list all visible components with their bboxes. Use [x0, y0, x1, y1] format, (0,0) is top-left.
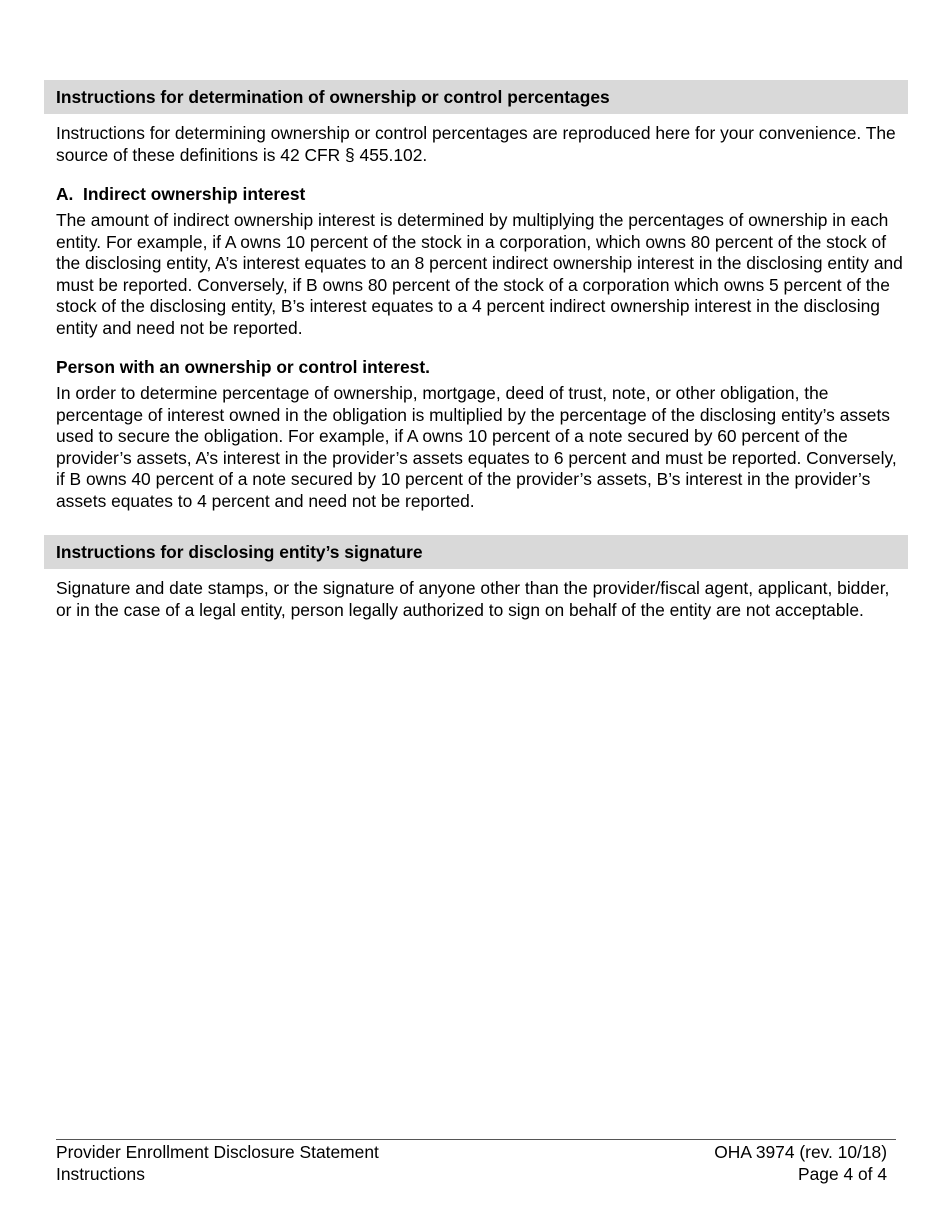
section-heading-text: Instructions for determination of ownership or control percentages [56, 86, 610, 107]
footer-form-info [714, 1142, 887, 1185]
footer-form-number: OHA 3974 (rev. 10/18) [714, 1142, 887, 1162]
intro-paragraph: Instructions for determining ownership or control percentages are reproduced here for your convenience. The source of these definitions is 42 CFR § 455.102. [56, 123, 896, 165]
footer-title-line1: Provider Enrollment Disclosure Statement [56, 1142, 379, 1162]
person-ownership-paragraph: In order to determine percentage of ownership, mortgage, deed of trust, note, or other obligation, the percentage of interest owned in the obligation is multiplied by the percentage of the disclosing entity’s assets used to secure the obligation. For example, if A owns 10 percent of a note secured by 60 percent of the provider’s assets, A’s interest in the provider’s assets equates to 6 percent and must be reported. Conversely, if B owns 40 percent of a note secured by 10 percent of the provider’s assets, B’s interest in the provider’s assets equates to 4 percent and need not be reported. [56, 383, 897, 511]
section-heading-ownership-percentages [44, 80, 908, 114]
subheading-indirect-ownership: A. Indirect ownership interest [56, 184, 306, 204]
footer-title-line2: Instructions [56, 1163, 145, 1184]
footer-document-title [56, 1142, 379, 1185]
subheading-person-ownership-control: Person with an ownership or control interest. [56, 357, 430, 377]
signature-paragraph: Signature and date stamps, or the signature of anyone other than the provider/fiscal agent, applicant, bidder, or in the case of a legal entity, person legally authorized to sign on behalf of the entity are not acceptable. [56, 578, 890, 620]
indirect-ownership-paragraph: The amount of indirect ownership interest is determined by multiplying the percentages of ownership in each entity. For example, if A owns 10 percent of the stock in a corporation, which owns 80 percent of the stock of the disclosing entity, A’s interest equates to an 8 percent indirect ownership interest in the disclosing entity and must be reported. Conversely, if B owns 80 percent of the stock of a corporation which owns 5 percent of the stock of the disclosing entity, B’s interest equates to a 4 percent indirect ownership interest in the disclosing entity and need not be reported. [56, 210, 903, 338]
section-heading-signature [44, 535, 908, 569]
footer-page-number: Page 4 of 4 [798, 1163, 887, 1184]
footer-divider [56, 1139, 896, 1140]
section-heading-text: Instructions for disclosing entity’s signature [56, 541, 423, 562]
